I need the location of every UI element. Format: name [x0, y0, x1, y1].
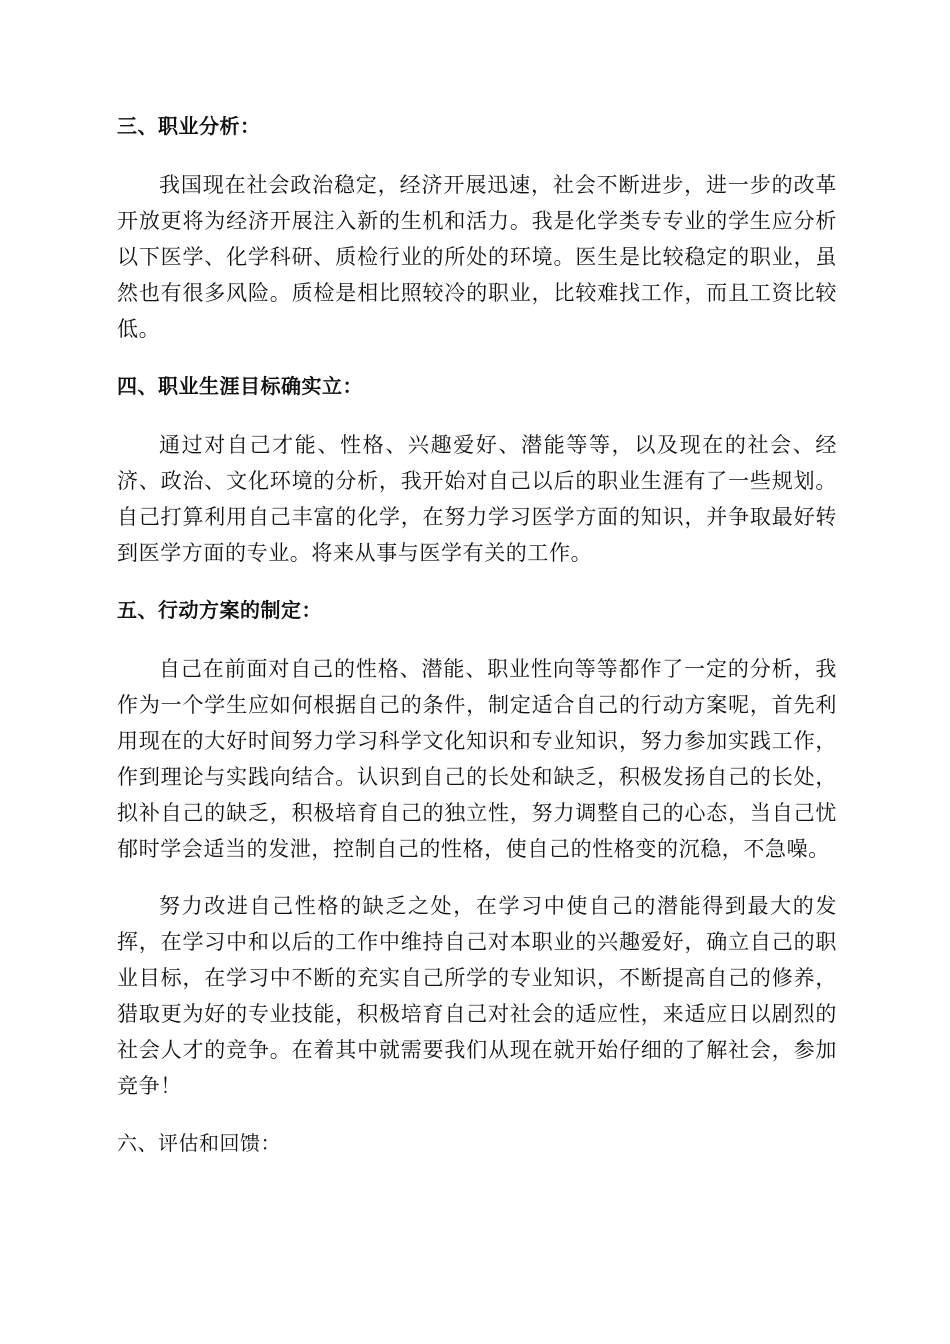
section-heading-career-analysis: 三、职业分析： — [117, 114, 261, 138]
section-heading-career-goal: 四、职业生涯目标确实立： — [117, 374, 363, 398]
paragraph-career-goal: 通过对自己才能、性格、兴趣爱好、潜能等等，以及现在的社会、经济、政治、文化环境的分析，我开始对自己以后的职业生涯有了一些规划。自己打算利用自己丰富的化学，在努力学习医学方面的知识，并争取最好转到医学方面的专业。将来从事与医学有关的工作。 — [117, 433, 837, 565]
section-heading-evaluation: 六、评估和回馈： — [117, 1131, 281, 1155]
paragraph-action-plan-1: 自己在前面对自己的性格、潜能、职业性向等等都作了一定的分析，我作为一个学生应如何根据自己的条件，制定适合自己的行动方案呢，首先利用现在的大好时间努力学习科学文化知识和专业知识，努力参加实践工作，作到理论与实践向结合。认识到自己的长处和缺乏，积极发扬自己的长处，拟补自己的缺乏，积极培育自己的独立性，努力调整自己的心态，当自己忧郁时学会适当的发泄，控制自己的性格，使自己的性格变的沉稳，不急噪。 — [117, 657, 837, 861]
section-heading-action-plan: 五、行动方案的制定： — [117, 598, 322, 622]
document-body — [117, 108, 837, 1184]
paragraph-action-plan-2: 努力改进自己性格的缺乏之处，在学习中使自己的潜能得到最大的发挥，在学习中和以后的工作中维持自己对本职业的兴趣爱好，确立自己的职业目标，在学习中不断的充实自己所学的专业知识，不断提高自己的修养，猎取更为好的专业技能，积极培育自己对社会的适应性，来适应日以剧烈的社会人才的竞争。在着其中就需要我们从现在就开始仔细的了解社会，参加竞争！ — [117, 894, 837, 1098]
paragraph-career-analysis: 我国现在社会政治稳定，经济开展迅速，社会不断进步，进一步的改革开放更将为经济开展注入新的生机和活力。我是化学类专专业的学生应分析以下医学、化学科研、质检行业的所处的环境。医生是比较稳定的职业，虽然也有很多风险。质检是相比照较冷的职业，比较难找工作，而且工资比较低。 — [117, 173, 837, 341]
